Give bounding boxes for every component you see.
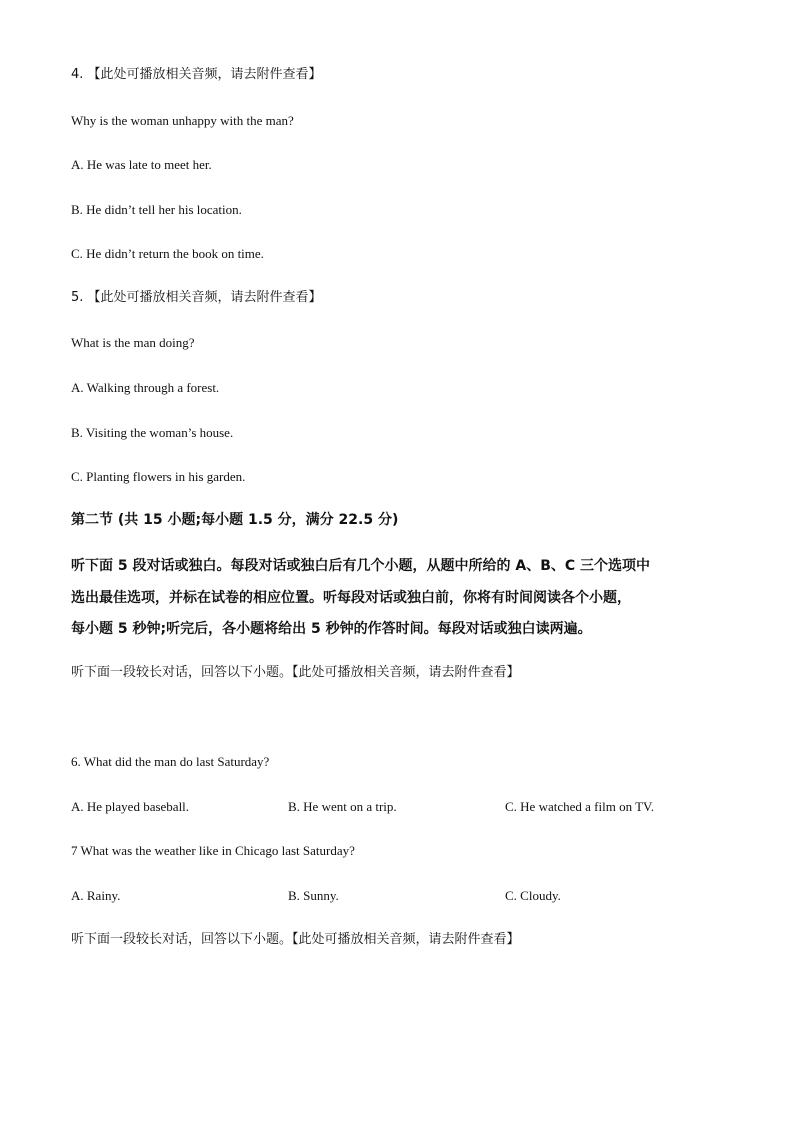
section2-heading: 第二节 (共 15 小题;每小题 1.5 分，满分 22.5 分) xyxy=(71,512,399,528)
q7-option-b: B. Sunny. xyxy=(288,888,339,903)
q5-option-c: C. Planting flowers in his garden. xyxy=(71,469,246,484)
dialog-intro-1: 听下面一段较长对话，回答以下小题。【此处可播放相关音频，请去附件查看】 xyxy=(71,665,520,680)
q4-option-a: A. He was late to meet her. xyxy=(71,157,212,172)
q4-option-c: C. He didn’t return the book on time. xyxy=(71,246,264,261)
section2-instruction-line-3: 每小题 5 秒钟;听完后，各小题将给出 5 秒钟的作答时间。每段对话或独白读两遍。 xyxy=(71,621,592,637)
q4-option-b: B. He didn’t tell her his location. xyxy=(71,202,242,217)
dialog-intro-2: 听下面一段较长对话，回答以下小题。【此处可播放相关音频，请去附件查看】 xyxy=(71,932,520,947)
q5-question: What is the man doing? xyxy=(71,335,195,350)
section2-instruction-line-1: 听下面 5 段对话或独白。每段对话或独白后有几个小题，从题中所给的 A、B、C 三个选项中 xyxy=(71,558,651,574)
q5-number-label: 5. 【此处可播放相关音频，请去附件查看】 xyxy=(71,290,322,305)
q6-option-a: A. He played baseball. xyxy=(71,799,190,814)
q6-option-b: B. He went on a trip. xyxy=(288,799,397,814)
q7-option-c: C. Cloudy. xyxy=(505,888,561,903)
q5-option-a: A. Walking through a forest. xyxy=(71,380,220,395)
q4-question: Why is the woman unhappy with the man? xyxy=(71,113,294,128)
q5-option-b: B. Visiting the woman’s house. xyxy=(71,425,234,440)
q6-option-c: C. He watched a film on TV. xyxy=(505,799,654,814)
section2-instruction-line-2: 选出最佳选项，并标在试卷的相应位置。听每段对话或独白前，你将有时间阅读各个小题， xyxy=(71,590,631,606)
q4-number-label: 4. 【此处可播放相关音频，请去附件查看】 xyxy=(71,67,322,82)
q7-question: 7 What was the weather like in Chicago last Saturday? xyxy=(71,843,355,858)
q6-question: 6. What did the man do last Saturday? xyxy=(71,754,270,769)
q7-option-a: A. Rainy. xyxy=(71,888,121,903)
